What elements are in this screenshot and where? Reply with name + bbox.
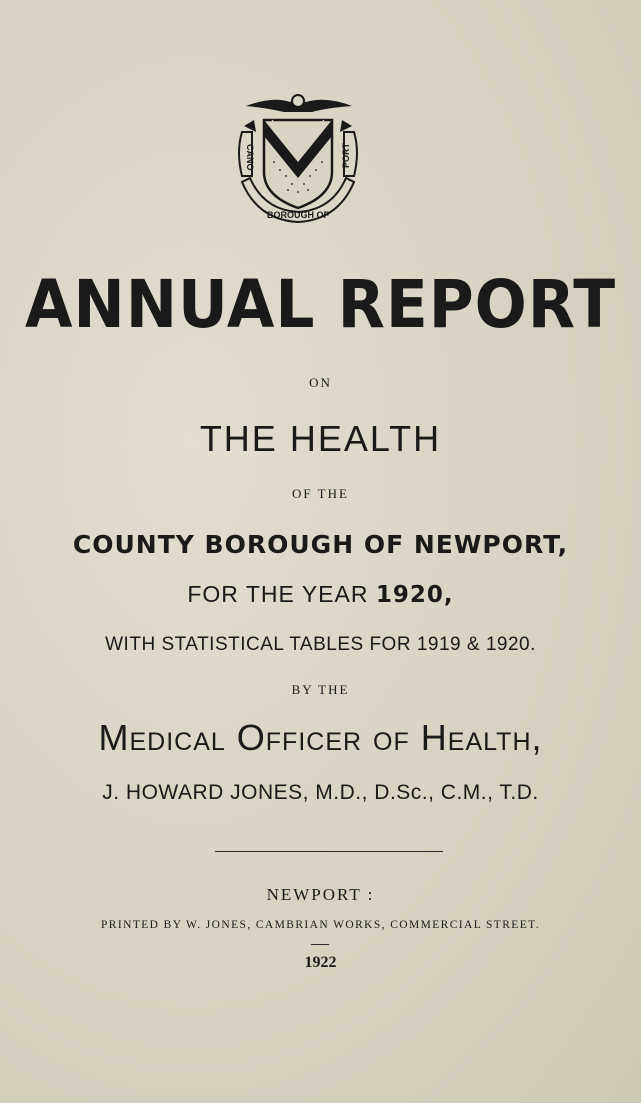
divider-rule bbox=[215, 851, 443, 852]
on-label: ON bbox=[309, 375, 332, 390]
imprint-dash bbox=[311, 944, 329, 945]
imprint-place: NEWPORT : bbox=[266, 885, 375, 904]
imprint-date: 1922 bbox=[304, 954, 337, 971]
of-the-label: OF THE bbox=[292, 486, 349, 501]
report-title: ANNUAL REPORT bbox=[24, 266, 617, 343]
officer-title: Medical Officer of Health, bbox=[98, 717, 543, 758]
seal-motto-bottom: BOROUGH OF bbox=[267, 210, 329, 220]
statistical-tables-line: WITH STATISTICAL TABLES FOR 1919 & 1920. bbox=[105, 634, 536, 655]
seal-motto-right: PORT bbox=[341, 142, 351, 168]
imprint-printer: PRINTED BY W. JONES, CAMBRIAN WORKS, COMMERCIAL STREET. bbox=[101, 919, 540, 931]
report-year: 1920, bbox=[375, 582, 454, 608]
author-name: J. HOWARD JONES, M.D., D.Sc., C.M., T.D. bbox=[102, 781, 539, 804]
borough-name: COUNTY BOROUGH OF NEWPORT, bbox=[72, 530, 569, 559]
seal-motto-left: CANO bbox=[245, 144, 255, 171]
report-subject: THE HEALTH bbox=[199, 418, 442, 459]
report-year-line bbox=[0, 581, 641, 608]
borough-coat-of-arms-icon bbox=[228, 92, 368, 227]
year-prefix: FOR THE YEAR bbox=[187, 581, 369, 607]
by-the-label: BY THE bbox=[291, 682, 350, 697]
